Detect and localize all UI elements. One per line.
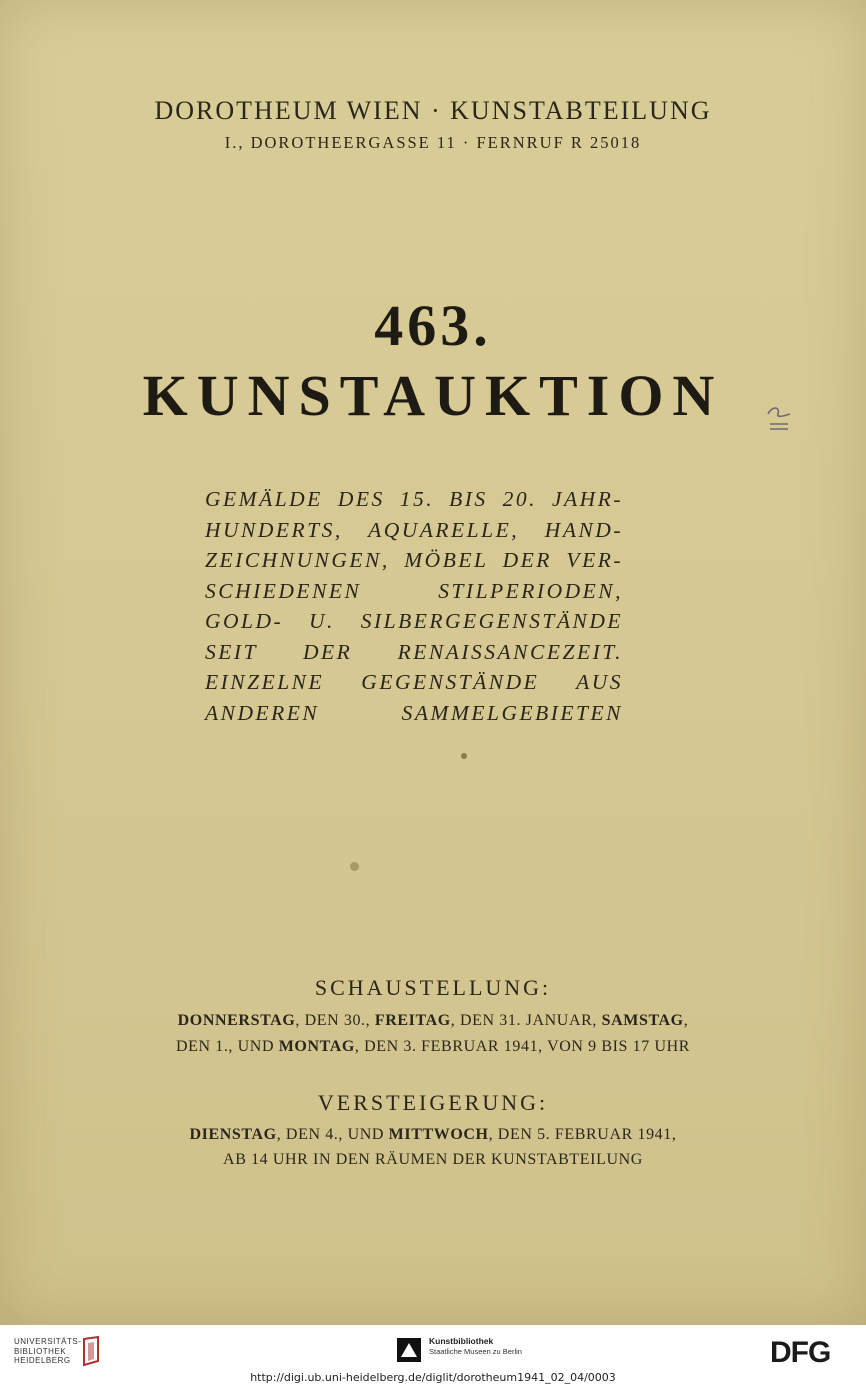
permalink-url[interactable]: http://digi.ub.uni-heidelberg.de/diglit/dorotheum1941_02_04/0003 xyxy=(250,1371,616,1384)
ub-heidelberg-emblem-icon xyxy=(80,1335,104,1369)
ub-logo-line: HEIDELBERG xyxy=(14,1356,71,1365)
day-name: DIENSTAG xyxy=(189,1126,277,1143)
date-text: , DEN 4., UND xyxy=(276,1126,389,1143)
description-line: ANDEREN SAMMELGEBIETEN xyxy=(205,700,623,725)
day-name: MITTWOCH xyxy=(388,1126,489,1143)
date-text: , DEN 5. FEBRUAR 1941, xyxy=(488,1126,677,1143)
kunstbibliothek-logo-icon xyxy=(396,1337,422,1363)
date-text: , DEN 30., xyxy=(295,1012,375,1029)
ub-logo-line: UNIVERSITÄTS- xyxy=(14,1337,82,1346)
exhibition-heading: SCHAUSTELLUNG: xyxy=(314,975,552,1000)
description-line: GEMÄLDE DES 15. BIS 20. JAHR- xyxy=(205,487,623,511)
description-line: HUNDERTS, AQUARELLE, HAND- xyxy=(205,517,623,542)
address-line: I., DOROTHEERGASSE 11 · FERNRUF R 25018 xyxy=(224,133,642,152)
date-text: , DEN 3. FEBRUAR 1941, VON 9 BIS 17 UHR xyxy=(354,1038,691,1055)
auction-number: 463. xyxy=(374,293,492,358)
description-line: GOLD- U. SILBERGEGENSTÄNDE xyxy=(205,609,623,633)
day-name: SAMSTAG xyxy=(601,1012,684,1029)
exhibition-dates-line-1 xyxy=(0,1012,866,1030)
dfg-logo: DFG xyxy=(770,1336,831,1369)
contents-description xyxy=(205,484,623,728)
auction-dates-line-1 xyxy=(0,1126,866,1144)
kunstbibliothek-name: Kunstbibliothek xyxy=(429,1336,494,1346)
pencil-annotation-icon xyxy=(764,402,794,436)
date-text: AB 14 UHR IN DEN RÄUMEN DER KUNSTABTEILUNG xyxy=(223,1151,643,1168)
paper-speck xyxy=(461,753,467,759)
day-name: FREITAG xyxy=(374,1012,451,1029)
organization-heading: DOROTHEUM WIEN · KUNSTABTEILUNG xyxy=(154,96,712,125)
exhibition-dates-line-2 xyxy=(0,1038,866,1056)
date-text: , xyxy=(683,1012,689,1029)
paper-speck xyxy=(350,862,359,871)
description-line: SEIT DER RENAISSANCEZEIT. xyxy=(205,639,623,664)
date-text: DEN 1., UND xyxy=(175,1038,279,1055)
description-line: ZEICHNUNGEN, MÖBEL DER VER- xyxy=(205,548,623,572)
day-name: MONTAG xyxy=(278,1038,355,1055)
auction-dates-line-2 xyxy=(0,1151,866,1169)
kunstbibliothek-subtitle: Staatliche Museen zu Berlin xyxy=(429,1347,522,1356)
description-line: EINZELNE GEGENSTÄNDE AUS xyxy=(205,670,623,694)
auction-heading: VERSTEIGERUNG: xyxy=(317,1090,549,1115)
day-name: DONNERSTAG xyxy=(177,1012,296,1029)
ub-heidelberg-logo-text xyxy=(14,1337,80,1366)
description-line: SCHIEDENEN STILPERIODEN, xyxy=(205,578,623,603)
date-text: , DEN 31. JANUAR, xyxy=(450,1012,602,1029)
digitization-footer xyxy=(0,1325,866,1387)
ub-logo-line: BIBLIOTHEK xyxy=(14,1346,67,1356)
auction-title: KUNSTAUKTION xyxy=(142,363,724,428)
